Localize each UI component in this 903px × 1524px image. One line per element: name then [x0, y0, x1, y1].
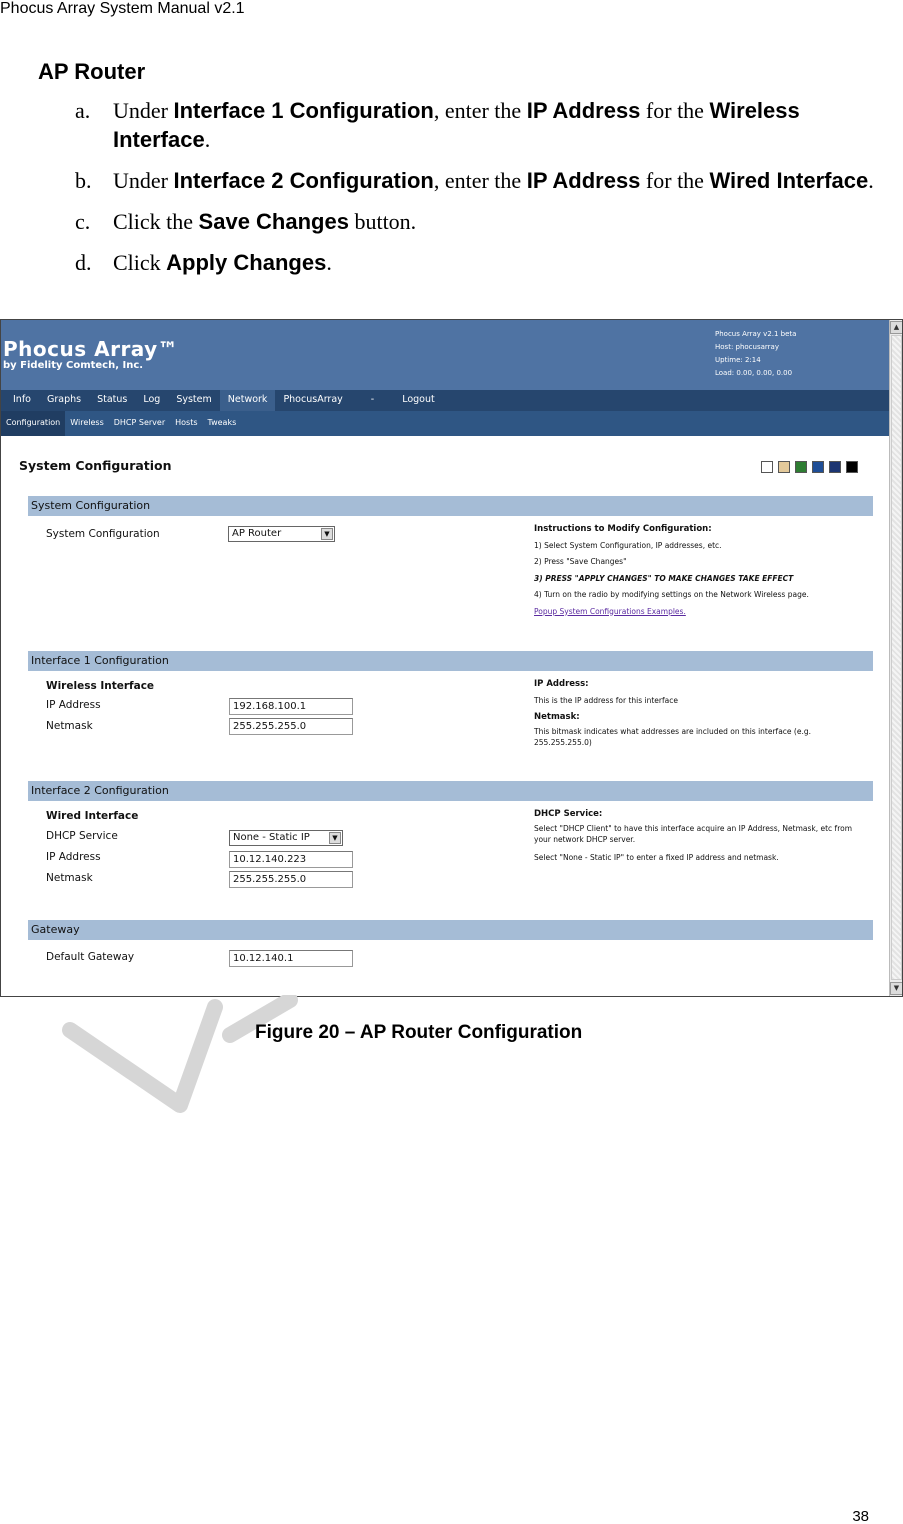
- subnav-tweaks[interactable]: Tweaks: [207, 418, 237, 427]
- interface1-config-bar: Interface 1 Configuration: [28, 651, 873, 671]
- nav-status[interactable]: Status: [97, 394, 128, 405]
- dhcp-service-value: None - Static IP: [233, 832, 310, 843]
- document-header: Phocus Array System Manual v2.1: [0, 0, 245, 17]
- app-logo: Phocus Array™: [3, 337, 179, 361]
- interface2-config-bar: Interface 2 Configuration: [28, 781, 873, 801]
- step-text: Under: [113, 98, 174, 123]
- interface2-ip-label: IP Address: [46, 851, 101, 863]
- interface2-ip-field[interactable]: 10.12.140.223: [229, 851, 353, 868]
- help-netmask-text: This bitmask indicates what addresses are included on this interface (e.g. 255.255.255.0): [534, 726, 811, 747]
- step-text: , enter the: [433, 168, 527, 193]
- step-b: [75, 166, 875, 195]
- help-ip-text: This is the IP address for this interface: [534, 695, 678, 705]
- nav-separator: -: [370, 394, 375, 405]
- step-bold-term: Interface 2 Configuration: [173, 168, 434, 193]
- main-nav: [1, 390, 889, 411]
- step-text: for the: [640, 98, 710, 123]
- chevron-down-icon: ▼: [329, 832, 341, 844]
- dhcp-service-label: DHCP Service: [46, 830, 118, 842]
- host-info-line: Host: phocusarray: [715, 343, 779, 351]
- host-info: [715, 328, 796, 380]
- popup-examples-link[interactable]: Popup System Configurations Examples.: [534, 606, 686, 616]
- instructions-panel: [534, 521, 864, 620]
- scroll-down-icon[interactable]: ▼: [890, 982, 903, 995]
- instruction-item: 3) PRESS "APPLY CHANGES" TO MAKE CHANGES TAKE EFFECT: [534, 573, 794, 583]
- step-bold-term: Wireless Interface: [113, 98, 800, 152]
- default-gateway-field[interactable]: 10.12.140.1: [229, 950, 353, 967]
- step-text: .: [326, 250, 332, 275]
- interface1-ip-field[interactable]: 192.168.100.1: [229, 698, 353, 715]
- figure-caption: Figure 20 – AP Router Configuration: [255, 1022, 583, 1043]
- app-logo-subtitle: by Fidelity Comtech, Inc.: [3, 360, 144, 371]
- instruction-item: 2) Press "Save Changes": [534, 557, 627, 566]
- step-text: for the: [640, 168, 710, 193]
- interface2-netmask-label: Netmask: [46, 872, 93, 884]
- host-info-line: Uptime: 2:14: [715, 356, 761, 364]
- dhcp-service-select[interactable]: [229, 830, 343, 846]
- step-text: .: [868, 168, 874, 193]
- help-ip-title: IP Address:: [534, 679, 589, 689]
- vertical-scrollbar[interactable]: [889, 320, 903, 997]
- host-info-line: Phocus Array v2.1 beta: [715, 330, 797, 338]
- interface1-help: [534, 676, 864, 748]
- help-static-text: Select "None - Static IP" to enter a fixed IP address and netmask.: [534, 852, 779, 862]
- subnav-configuration[interactable]: Configuration: [1, 411, 65, 436]
- theme-swatch-blue[interactable]: [812, 461, 824, 473]
- theme-swatch-green[interactable]: [795, 461, 807, 473]
- help-dhcp-title: DHCP Service:: [534, 809, 603, 819]
- nav-log[interactable]: Log: [143, 394, 161, 405]
- step-marker: d.: [75, 250, 92, 275]
- page-title: System Configuration: [19, 458, 172, 473]
- instruction-steps: [75, 96, 875, 289]
- help-dhcp-text: Select "DHCP Client" to have this interface acquire an IP Address, Netmask, etc from your network DHCP server.: [534, 823, 853, 844]
- gateway-bar: Gateway: [28, 920, 873, 940]
- nav-logout[interactable]: Logout: [402, 394, 435, 405]
- step-a: [75, 96, 875, 154]
- help-netmask-title: Netmask:: [534, 712, 580, 722]
- interface1-netmask-label: Netmask: [46, 720, 93, 732]
- system-config-value: AP Router: [232, 528, 282, 539]
- nav-phocusarray[interactable]: PhocusArray: [283, 394, 343, 405]
- step-d: [75, 248, 875, 277]
- scroll-up-icon[interactable]: ▲: [890, 321, 903, 334]
- subnav-hosts[interactable]: Hosts: [175, 418, 198, 427]
- instruction-item: 4) Turn on the radio by modifying settings on the Network Wireless page.: [534, 590, 809, 599]
- step-bold-term: Wired Interface: [709, 168, 869, 193]
- theme-swatch-black[interactable]: [846, 461, 858, 473]
- interface1-ip-label: IP Address: [46, 699, 101, 711]
- scroll-thumb[interactable]: [891, 335, 902, 980]
- step-marker: b.: [75, 168, 92, 193]
- system-config-label: System Configuration: [46, 528, 160, 540]
- wired-interface-heading: Wired Interface: [46, 810, 139, 822]
- step-text: Click the: [113, 209, 199, 234]
- theme-swatch-navy[interactable]: [829, 461, 841, 473]
- nav-graphs[interactable]: Graphs: [46, 394, 82, 405]
- step-text: Under: [113, 168, 174, 193]
- interface2-netmask-field[interactable]: 255.255.255.0: [229, 871, 353, 888]
- nav-info[interactable]: Info: [13, 394, 31, 405]
- theme-swatches: [761, 461, 858, 473]
- instructions-title: Instructions to Modify Configuration:: [534, 524, 712, 534]
- wireless-interface-heading: Wireless Interface: [46, 680, 155, 692]
- step-text: , enter the: [433, 98, 527, 123]
- theme-swatch-tan[interactable]: [778, 461, 790, 473]
- system-config-bar: System Configuration: [28, 496, 873, 516]
- step-marker: c.: [75, 209, 91, 234]
- sub-nav: [1, 411, 889, 436]
- step-bold-term: Apply Changes: [166, 250, 327, 275]
- step-c: [75, 207, 875, 236]
- default-gateway-label: Default Gateway: [46, 951, 135, 963]
- step-marker: a.: [75, 98, 91, 123]
- step-text: .: [204, 127, 211, 152]
- interface2-help: [534, 806, 864, 866]
- app-banner: [1, 320, 889, 390]
- subnav-wireless[interactable]: Wireless: [70, 418, 104, 427]
- nav-system[interactable]: System: [176, 394, 212, 405]
- draft-watermark: [55, 995, 305, 1125]
- step-text: button.: [348, 209, 417, 234]
- page-number: 38: [852, 1508, 869, 1524]
- interface1-netmask-field[interactable]: 255.255.255.0: [229, 718, 353, 735]
- subnav-dhcp-server[interactable]: DHCP Server: [113, 418, 166, 427]
- nav-network[interactable]: Network: [220, 390, 276, 411]
- instruction-item: 1) Select System Configuration, IP addresses, etc.: [534, 540, 722, 550]
- step-bold-term: IP Address: [526, 98, 641, 123]
- system-config-select[interactable]: [228, 526, 335, 542]
- step-bold-term: Interface 1 Configuration: [173, 98, 434, 123]
- ap-router-config-screenshot: [0, 319, 903, 997]
- step-bold-term: Save Changes: [198, 209, 349, 234]
- host-info-line: Load: 0.00, 0.00, 0.00: [715, 369, 793, 377]
- step-text: Click: [113, 250, 167, 275]
- step-bold-term: IP Address: [526, 168, 641, 193]
- theme-swatch-white[interactable]: [761, 461, 773, 473]
- chevron-down-icon: ▼: [321, 528, 333, 540]
- section-heading: AP Router: [38, 59, 146, 84]
